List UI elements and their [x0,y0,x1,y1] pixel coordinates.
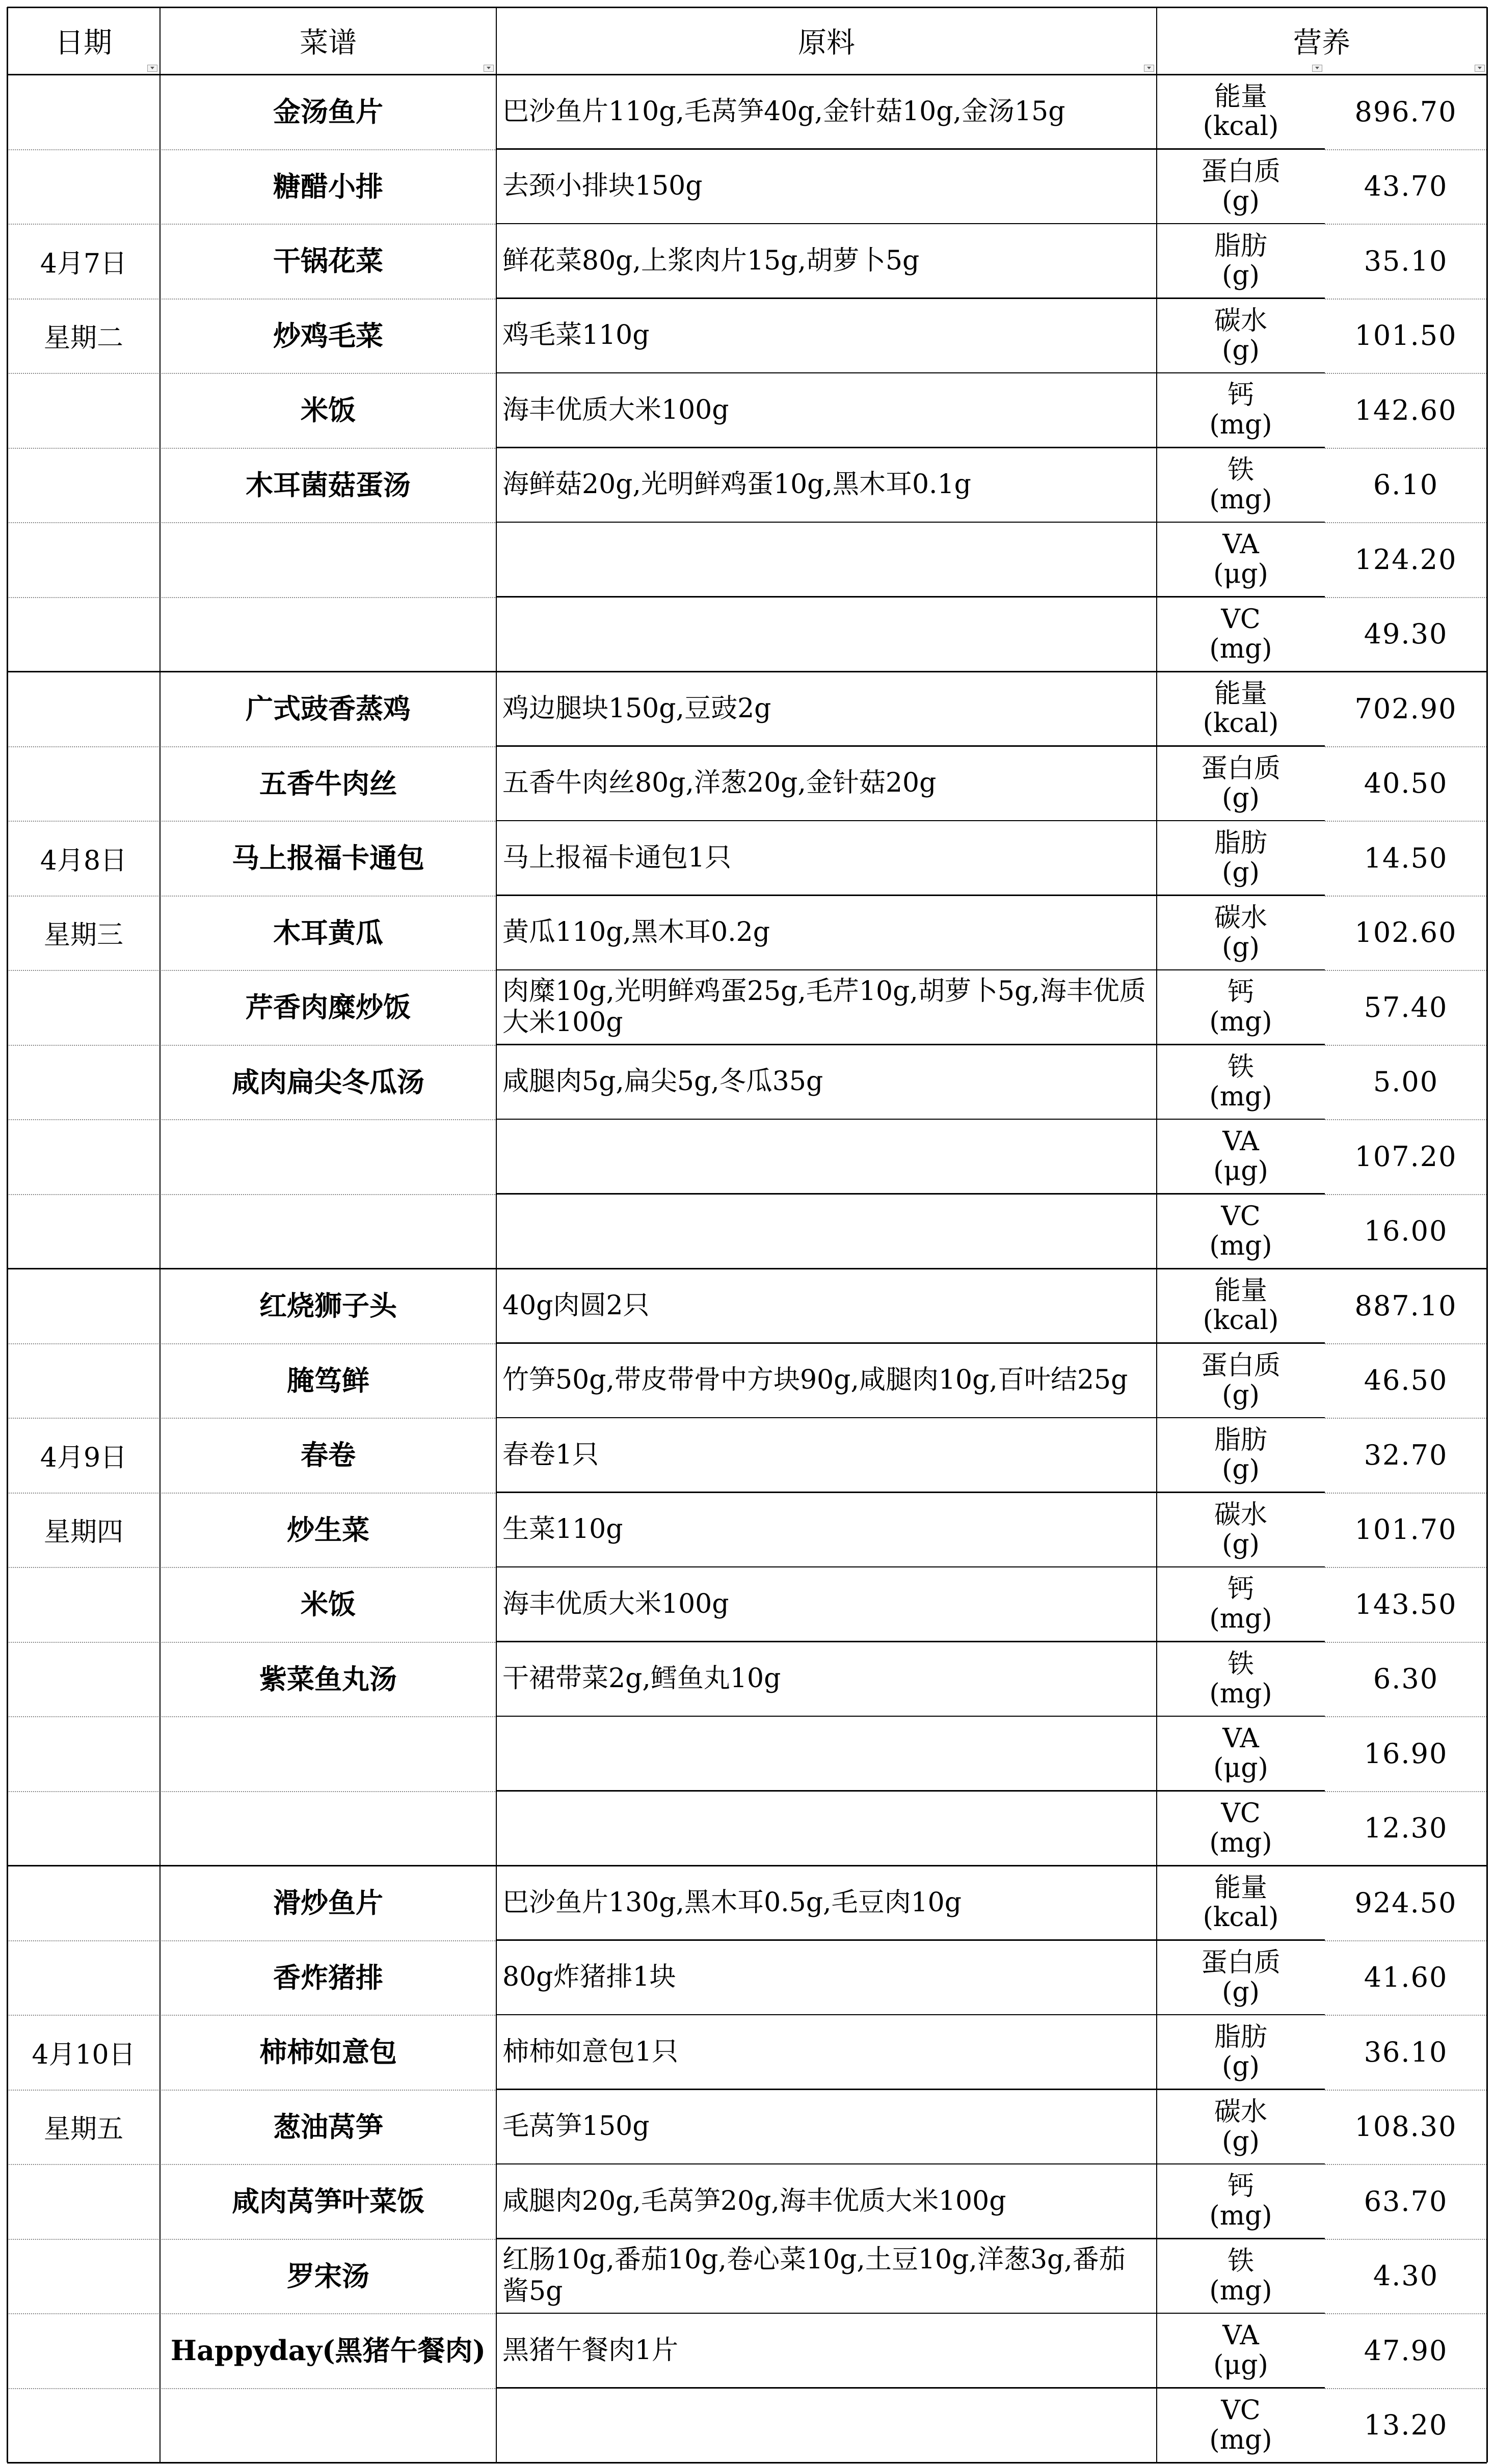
ingredients-cell: 鸡毛菜110g [502,320,650,351]
nutrient-name: VC [1221,2395,1261,2426]
nutrient-name: 钙 [1227,380,1254,411]
date-cell [7,2015,160,2164]
dish-name [160,1119,496,1194]
ingredients-cell: 海丰优质大米100g [502,394,729,425]
nutrient-unit: (g) [1222,335,1260,366]
nutrient-name: 钙 [1227,977,1254,1008]
day-weekday: 星期四 [43,1517,123,1548]
nutrient-label [1157,2090,1325,2164]
dish-name: 五香牛肉丝 [259,767,397,800]
ingredients-cell [496,1791,1157,1866]
nutrient-unit: (mg) [1209,633,1272,664]
ingredients-cell: 80g炸猪排1块 [502,1962,676,1993]
dish-name: 米饭 [301,394,356,427]
filter-dropdown-nutrition-value[interactable] [1475,65,1485,72]
nutrient-value: 35.10 [1364,245,1448,277]
day-date: 4月9日 [40,1442,127,1473]
dish-name: 紫菜鱼丸汤 [259,1662,397,1695]
nutrient-label [1157,2313,1325,2388]
nutrient-value: 887.10 [1354,1289,1457,1322]
day-date: 4月7日 [40,248,127,279]
nutrient-unit: (g) [1222,1529,1260,1560]
ingredients-cell: 黑猪午餐肉1片 [502,2335,679,2366]
nutrient-value: 36.10 [1364,2036,1448,2068]
nutrient-name: 能量 [1214,679,1267,710]
nutrient-name: 脂肪 [1214,231,1267,262]
nutrient-unit: (g) [1222,857,1260,888]
nutrient-label [1157,597,1325,672]
nutrient-name: 铁 [1227,454,1254,485]
nutrient-value: 47.90 [1364,2334,1448,2367]
nutrient-label [1157,671,1325,746]
nutrient-name: 脂肪 [1214,828,1267,859]
nutrient-unit: (mg) [1209,1678,1272,1709]
ingredients-cell [496,1194,1157,1269]
dish-name: 木耳菌菇蛋汤 [246,468,411,501]
dish-name: 米饭 [301,1588,356,1621]
ingredients-cell: 柿柿如意包1只 [502,2036,679,2067]
nutrient-name: 铁 [1227,1648,1254,1680]
nutrient-label [1157,74,1325,149]
nutrient-name: 蛋白质 [1200,753,1280,784]
ingredients-cell: 五香牛肉丝80g,洋葱20g,金针菇20g [502,768,937,799]
ingredients-cell: 鲜花菜80g,上浆肉片15g,胡萝卜5g [502,245,920,276]
ingredients-cell: 生菜110g [502,1514,623,1545]
nutrient-value: 14.50 [1364,842,1448,874]
nutrient-label [1157,522,1325,597]
header-menu: 菜谱 [300,26,357,60]
nutrient-value: 101.50 [1354,319,1457,352]
nutrient-name: VA [1222,529,1259,560]
dish-name: 金汤鱼片 [273,95,383,128]
nutrient-value: 4.30 [1373,2260,1439,2292]
nutrient-label [1157,1865,1325,1940]
ingredients-cell: 巴沙鱼片110g,毛莴笋40g,金针菇10g,金汤15g [502,96,1065,127]
dish-name: 咸肉扁尖冬瓜汤 [232,1065,424,1098]
nutrient-name: VC [1221,1798,1261,1829]
nutrient-value: 46.50 [1364,1364,1448,1397]
dish-name [160,1791,496,1866]
nutrient-name: VA [1222,1723,1259,1754]
nutrient-value: 57.40 [1364,991,1448,1023]
nutrient-unit: (g) [1222,932,1260,963]
nutrient-name: 钙 [1227,2171,1254,2202]
dish-name [160,1194,496,1269]
nutrient-unit: (μg) [1213,559,1268,590]
nutrient-unit: (g) [1222,782,1260,814]
nutrient-value: 143.50 [1354,1588,1457,1620]
dish-name: 腌笃鲜 [287,1364,369,1397]
nutrient-name: 碳水 [1214,1499,1267,1530]
nutrient-value: 6.30 [1373,1663,1439,1695]
dish-name: Happyday(黑猪午餐肉) [170,2334,486,2367]
nutrient-name: VC [1221,1201,1261,1232]
nutrient-unit: (kcal) [1203,111,1279,142]
nutrient-name: VA [1222,2320,1259,2351]
ingredients-cell: 40g肉圆2只 [502,1290,650,1321]
table-top-border [7,7,1487,8]
nutrient-value: 896.70 [1354,95,1457,128]
nutrient-label [1157,2388,1325,2463]
nutrient-label [1157,1418,1325,1493]
dish-name: 红烧狮子头 [259,1289,397,1322]
ingredients-cell: 海丰优质大米100g [502,1588,729,1619]
nutrient-name: 钙 [1227,1574,1254,1605]
nutrient-label [1157,1791,1325,1866]
nutrient-value: 142.60 [1354,394,1457,426]
dish-name: 滑炒鱼片 [273,1886,383,1919]
nutrient-value: 6.10 [1373,469,1439,501]
nutrient-unit: (kcal) [1203,708,1279,739]
dish-name: 芹香肉糜炒饭 [246,991,411,1024]
ingredients-cell: 咸腿肉5g,扁尖5g,冬瓜35g [502,1066,823,1097]
dish-name: 罗宋汤 [287,2259,369,2292]
nutrient-value: 13.20 [1364,2409,1448,2442]
nutrient-value: 107.20 [1354,1140,1457,1173]
nutrient-name: 脂肪 [1214,1425,1267,1456]
nutrient-name: 铁 [1227,2245,1254,2277]
date-cell [7,821,160,970]
nutrient-label [1157,1493,1325,1567]
dish-name [160,1716,496,1791]
dish-name: 春卷 [301,1439,356,1472]
filter-dropdown-date[interactable] [147,65,157,72]
nutrient-value: 124.20 [1354,543,1457,576]
nutrient-name: 碳水 [1214,2096,1267,2127]
dish-name: 香炸猪排 [273,1961,383,1994]
ingredients-cell [496,522,1157,597]
dish-name [160,2388,496,2463]
nutrient-name: 铁 [1227,1051,1254,1082]
nutrient-unit: (kcal) [1203,1305,1279,1336]
nutrient-value: 49.30 [1364,618,1448,651]
nutrient-unit: (mg) [1209,2275,1272,2306]
day-date: 4月10日 [32,2039,136,2070]
nutrient-name: VA [1222,1126,1259,1157]
nutrient-unit: (mg) [1209,410,1272,441]
nutrient-unit: (μg) [1213,1156,1268,1187]
nutrient-unit: (g) [1222,1379,1260,1411]
nutrient-label [1157,149,1325,224]
nutrient-value: 12.30 [1364,1812,1448,1845]
ingredients-cell: 毛莴笋150g [502,2111,650,2142]
nutrient-value: 41.60 [1364,1961,1448,1994]
nutrient-label [1157,2239,1325,2314]
nutrient-value: 16.90 [1364,1737,1448,1770]
nutrient-value: 108.30 [1354,2110,1457,2143]
header-ingredients: 原料 [798,26,855,60]
nutrient-label [1157,2015,1325,2090]
ingredients-cell: 干裙带菜2g,鳕鱼丸10g [502,1663,781,1694]
nutrient-unit: (mg) [1209,1007,1272,1038]
nutrient-label [1157,1045,1325,1120]
nutrient-label [1157,1194,1325,1269]
ingredients-cell: 鸡边腿块150g,豆豉2g [502,693,771,724]
nutrient-unit: (g) [1222,260,1260,291]
nutrient-unit: (g) [1222,2126,1260,2157]
day-weekday: 星期二 [43,323,123,354]
ingredients-cell: 肉糜10g,光明鲜鸡蛋25g,毛芹10g,胡萝卜5g,海丰优质大米100g [502,976,1146,1038]
nutrient-unit: (μg) [1213,1753,1268,1784]
nutrient-label [1157,224,1325,299]
nutrient-name: 脂肪 [1214,2022,1267,2053]
dish-name: 广式豉香蒸鸡 [246,692,411,725]
ingredients-cell [496,1716,1157,1791]
date-cell [7,224,160,373]
nutrient-label [1157,970,1325,1045]
nutrient-unit: (mg) [1209,1827,1272,1858]
nutrient-unit: (kcal) [1203,1902,1279,1933]
nutrient-name: VC [1221,604,1261,635]
nutrient-value: 102.60 [1354,916,1457,949]
ingredients-cell: 海鲜菇20g,光明鲜鸡蛋10g,黑木耳0.1g [502,469,971,500]
dish-name: 炒鸡毛菜 [273,319,383,352]
nutrient-value: 63.70 [1364,2185,1448,2217]
nutrient-label [1157,896,1325,970]
nutrient-label [1157,1642,1325,1717]
date-cell [7,1418,160,1567]
dish-name: 糖醋小排 [273,170,383,203]
dish-name [160,522,496,597]
nutrient-unit: (mg) [1209,1230,1272,1261]
ingredients-cell: 去颈小排块150g [502,171,703,202]
nutrient-unit: (mg) [1209,2201,1272,2232]
dish-name: 咸肉莴笋叶菜饭 [232,2185,424,2218]
ingredients-cell [496,2388,1157,2463]
nutrient-name: 蛋白质 [1200,1350,1280,1381]
nutrient-unit: (g) [1222,1454,1260,1485]
ingredients-cell: 竹笋50g,带皮带骨中方块90g,咸腿肉10g,百叶结25g [502,1365,1128,1396]
nutrient-unit: (g) [1222,2051,1260,2082]
nutrient-name: 碳水 [1214,902,1267,933]
nutrient-unit: (mg) [1209,484,1272,515]
dish-name: 炒生菜 [287,1513,369,1546]
ingredients-cell: 马上报福卡通包1只 [502,842,732,873]
nutrient-name: 碳水 [1214,305,1267,336]
ingredients-cell: 春卷1只 [502,1439,599,1470]
nutrient-name: 能量 [1214,82,1267,113]
ingredients-cell: 巴沙鱼片130g,黑木耳0.5g,毛豆肉10g [502,1887,962,1918]
nutrient-label [1157,299,1325,373]
ingredients-cell [496,1119,1157,1194]
nutrient-value: 43.70 [1364,170,1448,203]
nutrient-name: 蛋白质 [1200,156,1280,187]
header-nutrition: 营养 [1293,26,1350,60]
nutrient-unit: (μg) [1213,2350,1268,2381]
nutrient-value: 101.70 [1354,1513,1457,1546]
nutrient-label [1157,1343,1325,1418]
day-date: 4月8日 [40,845,127,876]
filter-dropdown-menu[interactable] [484,65,494,72]
filter-dropdown-nutrition-label[interactable] [1312,65,1322,72]
ingredients-cell: 黄瓜110g,黑木耳0.2g [502,917,770,948]
nutrient-label [1157,373,1325,448]
nutrient-value: 924.50 [1354,1886,1457,1919]
ingredients-cell: 红肠10g,番茄10g,卷心菜10g,土豆10g,洋葱3g,番茄酱5g [502,2244,1126,2307]
ingredients-cell: 咸腿肉20g,毛莴笋20g,海丰优质大米100g [502,2185,1006,2216]
dish-name: 柿柿如意包 [259,2036,397,2069]
dish-name: 干锅花菜 [273,245,383,278]
nutrient-label [1157,821,1325,896]
nutrient-name: 能量 [1214,1276,1267,1307]
dish-name: 葱油莴笋 [273,2110,383,2143]
nutrient-label [1157,1268,1325,1343]
nutrient-label [1157,448,1325,523]
day-weekday: 星期三 [43,920,123,951]
dish-name: 木耳黄瓜 [273,916,383,949]
nutrient-value: 32.70 [1364,1439,1448,1471]
nutrient-value: 16.00 [1364,1215,1448,1248]
header-date: 日期 [55,26,112,60]
nutrient-unit: (mg) [1209,1604,1272,1635]
dish-name: 马上报福卡通包 [232,842,424,875]
nutrient-label [1157,1119,1325,1194]
nutrient-label [1157,2164,1325,2239]
dish-name [160,597,496,672]
filter-dropdown-ingredients[interactable] [1144,65,1154,72]
nutrient-name: 蛋白质 [1200,1947,1280,1978]
nutrient-unit: (g) [1222,1976,1260,2008]
nutrient-value: 702.90 [1354,692,1457,725]
ingredients-cell [496,597,1157,672]
nutrient-unit: (mg) [1209,2424,1272,2455]
nutrient-unit: (mg) [1209,1081,1272,1112]
nutrient-label [1157,1940,1325,2015]
nutrient-value: 40.50 [1364,767,1448,800]
nutrient-label [1157,746,1325,821]
day-weekday: 星期五 [43,2114,123,2145]
nutrient-unit: (g) [1222,185,1260,216]
nutrient-name: 能量 [1214,1873,1267,1904]
nutrient-value: 5.00 [1373,1066,1439,1098]
nutrient-label [1157,1567,1325,1642]
nutrient-label [1157,1716,1325,1791]
